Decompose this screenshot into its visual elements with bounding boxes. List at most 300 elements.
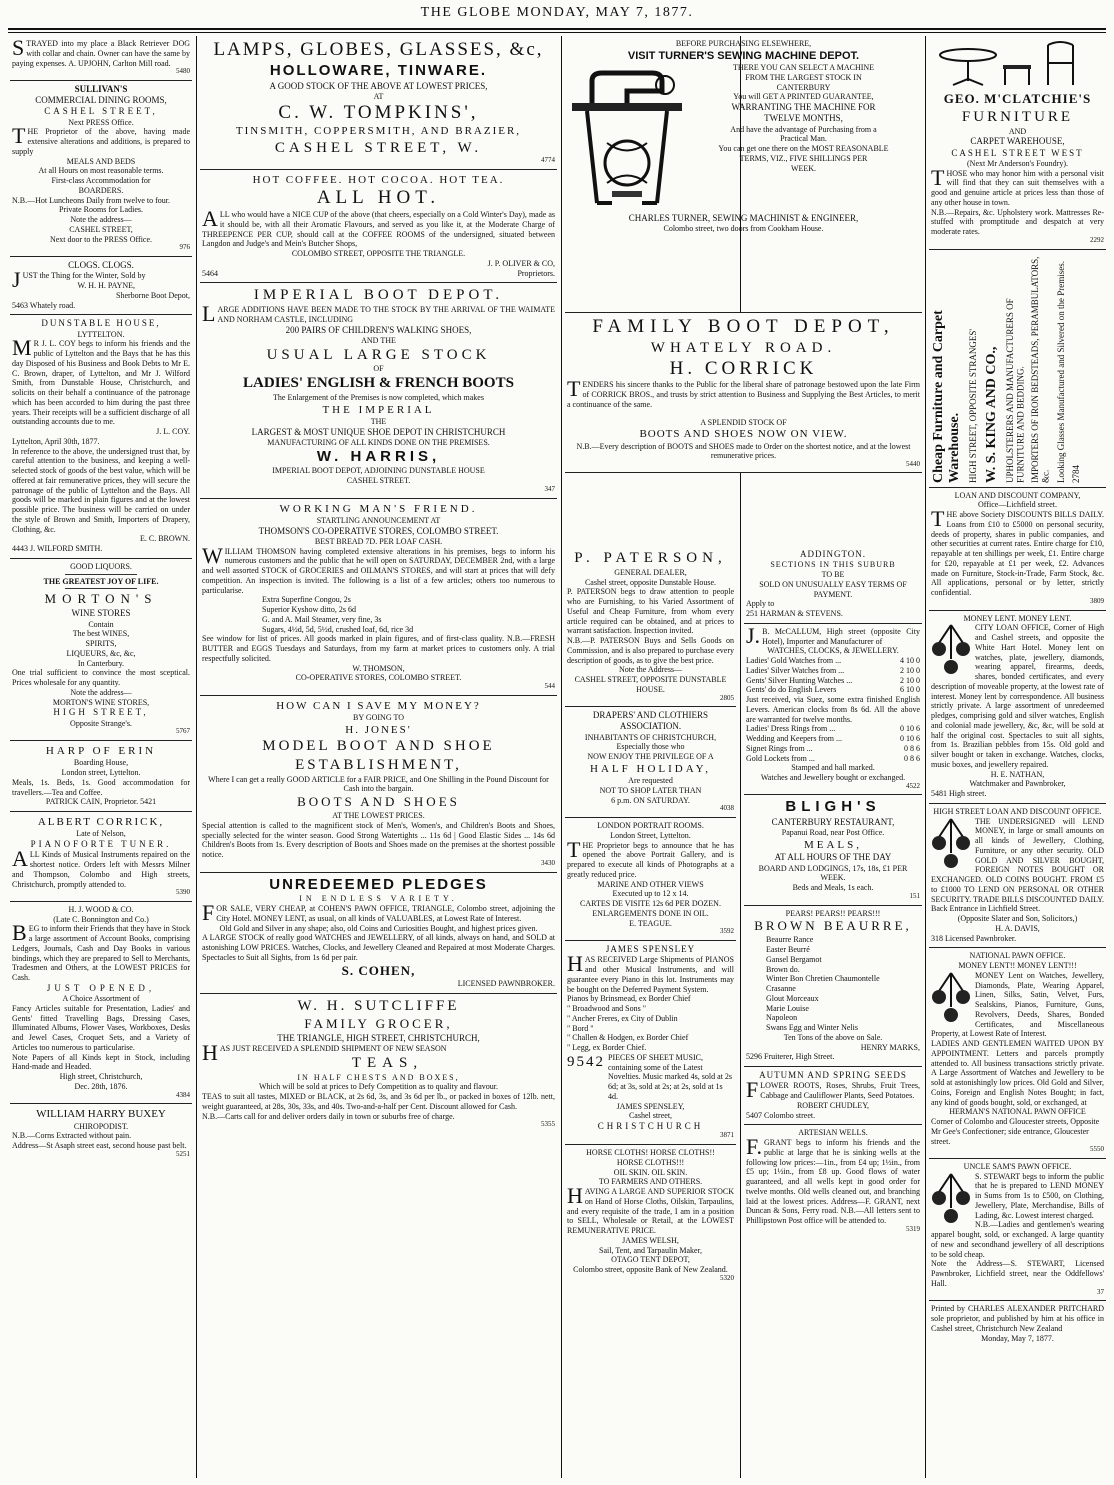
ad-body: WILLIAM THOMSON having completed extensive alterations in his premises, begs to inform his numerous customers and the public that he will open on SATURDAY, DECEMBER 2nd, with a large and well assorted STOCK of GROCERIES and OILMAN'S STORES, and will start at prices that will defy competition. An inspection is invited. The following is a list of a few articles; others too numerous to particularise. [202, 542, 555, 595]
ad-line: 5463 Whately road. [12, 300, 76, 310]
ad-body: HAVING A LARGE AND SUPERIOR STOCK on Hand of Horse Cloths, Oilskin, Tarpaulins, and every requisite of the trade, I am in a position to SELL, Wholesale or Retail, at the LOWEST REMUNERATIVE PRICE. [567, 1183, 734, 1236]
ad-harp-of-erin [10, 741, 192, 812]
price-value: 6 10 0 [900, 685, 920, 695]
ad-body: HAS JUST RECEIVED A SPLENDID SHIPMENT OF NEW SEASON [202, 1040, 447, 1066]
masthead-title: THE GLOBE MONDAY, MAY 7, 1877. [420, 5, 694, 20]
ad-item: " Broadwood and Sons " [567, 1004, 646, 1014]
ad-high-street-loan [929, 804, 1106, 949]
pawnbroker-balls-icon [931, 623, 971, 677]
ad-subtitle: MONEY LENT!! MONEY LENT!!! [958, 961, 1077, 971]
ad-date: Lyttelton, April 30th, 1877. [12, 436, 100, 446]
column-3-lower [565, 546, 736, 1478]
ad-line: STARTLING ANNOUNCEMENT AT [316, 515, 441, 525]
price-row [746, 676, 920, 686]
divider [65, 574, 136, 575]
ad-title: LONDON PORTRAIT ROOMS. [597, 821, 704, 831]
ad-number: 5319 [906, 1224, 920, 1233]
ad-line: 200 PAIRS OF CHILDREN'S WALKING SHOES, [285, 324, 472, 335]
ad-body: INHABITANTS OF CHRISTCHURCH, [584, 732, 717, 742]
ad-line: CARPET WAREHOUSE, [970, 136, 1065, 147]
masthead-rule-thin [8, 32, 1106, 33]
ad-body: N.B.—Every description of BOOTS and SHOES made to Order on the shortest notice, and at the lowest remunerative prices. [576, 441, 911, 461]
ad-line: Especially those who [616, 742, 685, 752]
ad-body: Just received, via Suez, some extra finished English Levers. American clocks from 8s 6d. All the above are warranted for twelve months. [746, 695, 920, 724]
ad-item: Winter Bon Chretien Chaumontelle [766, 974, 880, 984]
ad-line: MODEL BOOT AND SHOE [262, 738, 495, 755]
price-row [746, 724, 920, 734]
ad-body: ALL who would have a NICE CUP of the above (that cheers, especially on a Cold Winter's Day), made as it should be, with all their Aromatic Flavours, and served as you like it, at the Moderate Charge of THREEPENCE PER CUP, should call at the COFFEE ROOMS of the undersigned, situated between Langdon and Judge's and Mein's Butcher Shops, [202, 206, 555, 249]
ad-line: Sherborne Boot Depot, [116, 290, 190, 300]
ad-title: LAMPS, GLOBES, GLASSES, &c, [213, 39, 544, 60]
ad-title: DRAPERS' AND CLOTHIERS ASSOCIATION. [592, 710, 709, 732]
ad-line: MEALS AND BEDS [66, 156, 136, 166]
ad-address: CASHEL STREET, W. [274, 139, 483, 156]
ad-address: Colombo street, two doors from Cookham House. [663, 224, 824, 234]
ad-body: LADIES AND GENTLEMEN WAITED UPON BY APPOINTMENT. Letters and parcels promptly attended to. All business transactions strictly private. A Large Assortment of Watches and Jewellery to be sold at astonishingly low prices. Old Gold and Silver, Coins, Foreign and English Notes Bought; in fact, any kind of goods bought, sold, or exchanged, at [931, 1039, 1104, 1107]
column-divider [740, 36, 741, 1478]
ad-line: LIQUEURS, &c, &c, [66, 648, 136, 658]
ad-line: N.B.—Hot Luncheons Daily from twelve to four. [12, 195, 170, 205]
price-item: Wedding and Keepers from ... [746, 734, 842, 743]
ad-name: H. E. NATHAN, [990, 769, 1045, 779]
ad-line: Apply to [746, 599, 775, 609]
ad-title: MORTON'S [44, 591, 158, 607]
ad-number: 3430 [541, 858, 555, 867]
ad-name: J. P. OLIVER & CO, [487, 258, 555, 268]
ad-item: Easter Beurré [766, 945, 810, 955]
ad-line: CANTERBURY [776, 82, 831, 92]
ad-item: Sugars, 4½d, 5d, 5½d, crushed loaf, 6d, rice 3d [262, 624, 414, 634]
ad-line: AT THE LOWEST PRICES. [332, 811, 425, 821]
imprint [929, 1301, 1106, 1347]
ad-line: 5407 Colombo street. [746, 1110, 816, 1120]
price-row [746, 754, 920, 764]
ad-sutcliffe [200, 994, 557, 1133]
ad-line: A SPLENDID STOCK OF [700, 417, 787, 427]
ad-line: Contain [88, 619, 114, 629]
ad-line: Executed up to 12 x 14. [612, 889, 689, 899]
ad-title: W. H. SUTCLIFFE [297, 998, 460, 1015]
ad-chudley [744, 1067, 922, 1125]
ad-title: ADDINGTON. [799, 549, 867, 559]
ad-line: Ten Tons of the above on Sale. [783, 1032, 883, 1042]
ad-body: BEG to inform their Friends that they have in Stock a large assortment of Account Books, comprising Ledgers, Journals, Cash and Day Books in various bindings, which they are prepared to Sell to Merchants, Tradesmen and Others, at the LOWEST PRICES for Cash. [12, 920, 190, 983]
price-row [746, 685, 920, 695]
ad-line: FROM THE LARGEST STOCK IN [745, 72, 862, 82]
price-value: 0 10 6 [900, 734, 920, 743]
ad-title: FAMILY BOOT DEPOT, [592, 316, 895, 337]
ad-line: IMPORTERS OF IRON BEDSTEADS, PERAMBULATORS, &c. [1030, 256, 1051, 483]
ad-body: LARGE ADDITIONS HAVE BEEN MADE TO THE STOCK BY THE ARRIVAL OF THE WAIMATE AND NORHAM CASTLE, INCLUDING [202, 301, 555, 327]
ad-title: HORSE CLOTHS! HORSE CLOTHS!! [586, 1148, 715, 1158]
ad-horse-cloths [565, 1145, 736, 1286]
ad-name: JAMES SPENSLEY, [616, 1101, 685, 1111]
price-item: Signet Rings from ... [746, 743, 813, 753]
ad-line: Beds and Meals, 1s each. [792, 883, 874, 893]
ad-title: NATIONAL PAWN OFFICE. [969, 951, 1066, 961]
ad-body: HAS RECEIVED Large Shipments of PIANOS and other Musical Instruments, and will guarantee every Piano in this lot. Instruments may be bought on the Deferred Payment System. [567, 951, 734, 994]
ad-body: A LARGE STOCK of really good WATCHES and JEWELLERY, of all kinds, always on hand, and SOLD at astonishing LOW PRICES. Watches, Clocks, and Jewellery Cleaned and Repaired at most Moderate Charges. Spectacles to Suit all Sights, from 1s 6d per pair. [202, 933, 555, 962]
ad-line: TO FARMERS AND OTHERS. [598, 1177, 703, 1187]
ad-signature: 4443 J. WILFORD SMITH. [12, 544, 103, 554]
ad-item: Beaurre Rance [766, 935, 814, 945]
ad-line: Note the address— [70, 687, 132, 697]
ad-address: CASHEL STREET. [346, 476, 411, 486]
ad-title: AUTUMN AND SPRING SEEDS [759, 1070, 907, 1081]
ad-number: 4038 [720, 804, 734, 813]
ad-line: WARRANTING THE MACHINE FOR [731, 102, 876, 113]
price-value: 0 8 6 [904, 753, 920, 763]
ad-line: CASHEL STREET, [44, 106, 158, 117]
ad-body: JUST the Thing for the Winter, Sold by [12, 267, 146, 293]
ad-body: N.B.—Carts call for and deliver orders daily in town or suburbs free of charge. [202, 1111, 455, 1121]
ad-line: MORTON'S WINE STORES, [52, 697, 150, 707]
ad-title: HOW CAN I SAVE MY MONEY? [276, 699, 481, 712]
column-1 [10, 36, 192, 1478]
column-divider [561, 36, 562, 1478]
ad-paterson [565, 546, 736, 707]
ad-title: UNREDEEMED PLEDGES [269, 875, 488, 893]
ad-line: THE TRIANGLE, HIGH STREET, CHRISTCHURCH, [277, 1032, 480, 1043]
column-4 [744, 546, 922, 1478]
price-value: 0 8 6 [904, 743, 920, 753]
ad-item: Superior Kyshow ditto, 2s 6d [262, 605, 356, 615]
ad-footer [202, 269, 555, 279]
ad-role: LICENSED PAWNBROKER. [457, 979, 555, 989]
ad-body: FOR SALE, VERY CHEAP, at COHEN'S PAWN OFFICE, TRIANGLE, Colombo street, adjoining the City Hotel. MONEY LENT, as usual, on all kinds of VALUABLES, at Lowest Rate of Interest. [202, 900, 555, 926]
ad-line: In Canterbury. [77, 658, 125, 668]
ad-addington [744, 546, 922, 624]
ad-number: 5440 [906, 460, 920, 469]
ad-line: Stamped and hall marked. [791, 763, 875, 773]
ad-line: PIANOFORTE TUNER. [30, 839, 172, 850]
ad-number: 5480 [176, 67, 190, 76]
ad-artesian-wells [744, 1125, 922, 1237]
ad-title: IMPERIAL BOOT DEPOT. [253, 287, 504, 304]
ad-line: THERE YOU CAN SELECT A MACHINE [732, 63, 875, 73]
price-row [746, 744, 920, 754]
ad-item: Brown do. [766, 964, 800, 974]
ad-line: 5481 High street. [931, 789, 987, 799]
ad-line: TINSMITH, COPPERSMITH, AND BRAZIER, [235, 125, 522, 138]
price-item: Ladies' Silver Watches from ... [746, 665, 845, 675]
ad-line: OF [373, 364, 384, 374]
ad-title: CLOGS. CLOGS. [68, 260, 134, 271]
price-value: 4 10 0 [900, 656, 920, 665]
ad-line: Watchmaker and Pawnbroker, [969, 779, 1066, 789]
ad-line: OTAGO TENT DEPOT, [611, 1255, 690, 1265]
ad-family-boot-depot [565, 312, 922, 473]
ad-uncle-sams [929, 1159, 1106, 1301]
ad-line: TO BE [821, 570, 845, 579]
ad-body: TEAS to suit all tastes, MIXED or BLACK, at 2s 6d, 3s, and 3s 6d per lb., or packed in boxes of 12lb. nett, weight guaranteed, at 28s, 30s, 33s, and 40s. Two-and-a-half per Cent. Discount allowed for Cash. [202, 1092, 555, 1111]
ad-line: SPIRITS, [85, 639, 117, 649]
ad-subtitle: FURNITURE [961, 108, 1074, 125]
ad-line: (Late C. Bonnington and Co.) [53, 914, 149, 924]
column-2 [200, 36, 557, 1478]
ad-line: Note the address— [70, 215, 132, 225]
ad-number: 5251 [176, 1149, 190, 1158]
ad-line: HIGH STREET, [53, 707, 149, 718]
ad-line: CHIROPODIST. [73, 1121, 129, 1131]
ad-body: Special attention is called to the magnificent stock of Men's, Women's, and Children's Boots and Shoes, specially selected for the winter season. Good Strong Watertights ... 11s 6d | Good Elastic Sides ... 14s 6d Children's Boots from 1s. Every description of Boots and Shoes made on the premises at the shortest possible notice. [202, 820, 555, 860]
ad-line: LADIES' ENGLISH & FRENCH BOOTS [243, 375, 514, 392]
ad-name: JAMES WELSH, [622, 1235, 679, 1245]
column-divider [196, 36, 197, 1478]
ad-body: Meals, 1s. Beds, 1s. Good accommodation for travellers.—Tea and Coffee. [12, 777, 190, 797]
ad-line: AND [1008, 126, 1027, 136]
ad-line: USUAL LARGE STOCK [266, 346, 491, 363]
ad-body: Where I can get a really GOOD ARTICLE for a FAIR PRICE, and One Shilling in the Pound Discount for Cash into the bargain. [208, 774, 549, 794]
ad-name: E. TEAGUE. [629, 918, 672, 928]
ad-number: 2292 [1090, 235, 1104, 244]
ad-item: Napoleon [766, 1013, 798, 1023]
ad-body: A GOOD STOCK OF THE ABOVE AT LOWEST PRICES, [269, 80, 488, 91]
ad-line: At all Hours on most reasonable terms. [38, 166, 164, 176]
ad-line: 251 HARMAN & STEVENS. [746, 609, 843, 618]
ad-line: CANTERBURY RESTAURANT, [771, 817, 895, 828]
ad-number: 3592 [720, 927, 734, 936]
ad-line: JUST OPENED, [46, 982, 156, 993]
ad-address: CO-OPERATIVE STORES, COLOMBO STREET. [295, 673, 462, 683]
ad-line: THE IMPERIAL [322, 403, 435, 416]
ad-line: COMMERCIAL DINING ROOMS, [35, 95, 167, 106]
ad-line: The best WINES, [72, 629, 130, 639]
ad-line: BOARD AND LODGINGS, 17s, 18s, £1 PER WEEK. [758, 863, 908, 883]
ad-body: N.B.—Repairs, &c. Upholstery work. Mattresses Re-stuffed with promptitude and despatch at very moderate rates. [931, 207, 1104, 237]
ad-line: HERMAN'S NATIONAL PAWN OFFICE [949, 1107, 1086, 1117]
ad-subtitle: FAMILY GROCER, [304, 1015, 453, 1031]
ad-body: THE Proprietor of the above, having made extensive alterations and additions, is prepared to supply [12, 123, 190, 156]
ad-title: BROWN BEAURRE, [754, 918, 912, 934]
ad-item: " Legg, ex Border Chief. [567, 1043, 647, 1053]
ad-body: S. STEWART begs to inform the public that he is prepared to LEND MONEY in Sums from 1s to £500, on Clothing, Jewellery, Plate, Merchandise, Bills of Lading, &c. Lowest interest charged. [975, 1171, 1104, 1220]
ad-line: OIL SKIN. OIL SKIN. [613, 1167, 688, 1177]
ad-name: W. HARRIS, [316, 447, 441, 465]
ad-line: THE [370, 416, 387, 426]
ad-title: HARP OF ERIN [45, 744, 157, 757]
ad-line: Next PRESS Office. [68, 117, 134, 127]
ad-signature: E. C. BROWN. [140, 534, 190, 544]
ad-number: 2805 [720, 693, 734, 702]
ad-title: BLIGH'S [785, 798, 881, 816]
ad-number: 5464 [202, 268, 218, 278]
ad-item: G. and A. Mail Steamer, very fine, 3s [262, 614, 382, 624]
ad-body: THE above Society DISCOUNTS BILLS DAILY. Loans from £10 to £5000 on personal security, deeds of property, shares in public companies, and other securities at current rates. Entire charge for £10, repayable at ten shillings per week, £1. Entire charge for £20, repayable at £1 per week, £2. Advances made on Furniture, Stock-in-Trade, Farm Stock, &c. All applications, personal or by letter, strictly confidential. [931, 506, 1104, 598]
ad-title: WORKING MAN'S FRIEND. [279, 502, 478, 515]
price-item: Ladies' Dress Rings from ... [746, 724, 836, 734]
ad-name: H. A. DAVIS, [995, 923, 1040, 933]
ad-line: Late of Nelson, [76, 829, 126, 839]
ad-dunstable-house [10, 315, 192, 559]
ad-title: ARTESIAN WELLS. [798, 1128, 868, 1138]
ad-item: " Ancher Freres, ex City of Dublin [567, 1013, 678, 1023]
ad-city-loan-office [929, 611, 1106, 804]
ad-title: HOT COFFEE. HOT COCOA. HOT TEA. [252, 174, 505, 187]
ad-address: COLOMBO STREET, OPPOSITE THE TRIANGLE. [291, 249, 466, 259]
ad-line: BY GOING TO [353, 713, 404, 723]
ad-line: LARGEST & MOST UNIQUE SHOE DEPOT IN CHRISTCHURCH [251, 426, 506, 437]
ad-body: Old Gold and Silver in any shape; also, old Coins and Curiosities Bought, and highest prices given. [219, 923, 538, 933]
ad-title: DUNSTABLE HOUSE, [41, 318, 161, 329]
ad-title: ALBERT CORRICK, [37, 816, 165, 828]
ad-number: 976 [179, 243, 190, 252]
ad-wood-and-co [10, 902, 192, 1104]
ad-title: H. J. WOOD & CO. [68, 904, 134, 914]
ad-mccallum [744, 624, 922, 796]
ad-line: 6 p.m. ON SATURDAY. [611, 795, 690, 805]
ad-title: HIGH STREET LOAN AND DISCOUNT OFFICE. [933, 806, 1102, 816]
ad-number: 37 [1097, 1287, 1104, 1296]
ad-strayed [10, 36, 192, 81]
imprint-text: Printed by CHARLES ALEXANDER PRITCHARD sole proprietor, and published by him at his office in Cashel street, Christchurch New Zealand [931, 1304, 1104, 1333]
ad-body: Note the Address—S. STEWART, Licensed Pawnbroker, Lichfield street, near the Oddfellows' Hall. [931, 1259, 1104, 1288]
ad-line: H. JONES' [345, 723, 412, 736]
ad-body: One trial sufficient to convince the most sceptical. Prices wholesale for any quantity. [12, 668, 190, 688]
ad-line: BOARDERS. [78, 185, 124, 195]
ad-name: ROBERT CHUDLEY, [796, 1100, 870, 1110]
ad-body: P. PATERSON begs to draw attention to people who are Furnishing, to his Varied Assortment of Useful and Cheap Furniture, from whom every article required can be obtained, and at prices to warrant satisfaction. Inspection invited. [567, 587, 734, 636]
ad-line: MEALS, [803, 839, 863, 852]
ad-line: AT [373, 91, 384, 101]
pawnbroker-balls-icon [931, 971, 971, 1025]
ad-line: London street, Lyttelton. [61, 768, 141, 777]
ad-body: N.B.—Corns Extracted without pain. [12, 1131, 132, 1141]
ad-signature: J. L. COY. [156, 427, 190, 437]
ad-title: JAMES SPENSLEY [605, 944, 696, 955]
ad-name: W. THOMSON, [352, 663, 405, 673]
ad-title: P. PATERSON, [574, 550, 727, 566]
ad-line: (Opposite Slater and Son, Solicitors,) [957, 914, 1078, 924]
ad-line: SOLD ON UNUSUALLY EASY TERMS OF PAYMENT. [759, 579, 907, 599]
ad-turners-sewing-machines [565, 36, 922, 238]
ad-item: Gansel Bergamot [766, 954, 822, 964]
ad-name: C. W. TOMPKINS', [278, 101, 479, 123]
ad-albert-corrick [10, 812, 192, 902]
ad-body: Note Papers of all Kinds kept in Stock, including Hand-made and Headed. [12, 1052, 190, 1072]
ad-line: LYTTELTON. [77, 329, 125, 339]
ad-name: S. COHEN, [341, 962, 416, 978]
ad-body: MR J. L. COY begs to inform his friends and the public of Lyttelton and the Bays that he has this day Disposed of his Business and Book Debts to Mr E. C. Brown, draper, of Lyttelton, and Mr J. Wilford Smith, from Dunstable House, Christchurch, and solicits on their behalf a continuance of the patronage which has been accorded to him during the past three years. Their receipts will be a sufficient discharge of all outstanding accounts due to me. [12, 335, 190, 427]
masthead [0, 0, 1114, 26]
ad-title: WATCHES, CLOCKS, & JEWELLERY. [767, 646, 899, 656]
ad-line: Sail, Tent, and Tarpaulin Maker, [599, 1245, 702, 1255]
ad-line: BOOTS AND SHOES [297, 794, 460, 810]
ad-tompkins [200, 36, 557, 170]
ad-line: MANUFACTURING OF ALL KINDS DONE ON THE PREMISES. [267, 437, 490, 447]
ad-line: UPHOLSTERERS AND MANUFACTURERS OF FURNITURE AND BEDDING. [1004, 297, 1025, 483]
ad-line: Boarding House, [73, 758, 129, 768]
ad-drapers-association [565, 707, 736, 818]
ad-body: J.B. McCALLUM, High street (opposite City Hotel), Importer and Manufacturer of [746, 622, 920, 648]
ad-line: IN ENDLESS VARIETY. [299, 894, 458, 904]
ad-title: Cheap Furniture and Carpet Warehouse. [931, 309, 963, 483]
ad-name: W. S. KING AND CO., [983, 346, 999, 483]
ad-body: N.B.—P. PATERSON Buys and Sells Goods on Commission, and is also prepared to purchase every description of goods, as to give the best price. [567, 636, 734, 665]
ad-number: 5550 [1090, 1145, 1104, 1154]
ad-line: A Choice Assortment of [62, 994, 140, 1004]
ad-line: CASHEL STREET, OPPOSITE DUNSTABLE HOUSE. [574, 675, 727, 694]
ad-body: THOSE who may honor him with a personal visit will find that they can suit themselves with a good and genuine article at prices less than those of any other house in town. [931, 164, 1104, 207]
ad-line: NOT TO SHOP LATER THAN [599, 785, 702, 795]
ad-cohen [200, 873, 557, 995]
ad-line: CARTES DE VISITE 12s 6d PER DOZEN. [580, 899, 721, 909]
ad-number: 5320 [720, 1273, 734, 1282]
ad-mclatchie [929, 36, 1106, 250]
ad-body: In reference to the above, the undersigned trust that, by careful attention to the business, and keeping a well-selected stock of goods of the best value, which will be offered at fair remunerative prices, they will secure the patronage of the public of Lyttelton and the Bays. All goods will be marked in plain figures and at the lowest possible price. The business will be carried on under the style of Brown and Smith, Importers of Drapery, Clothing, &c. [12, 446, 190, 534]
ad-line: Papanui Road, near Post Office. [781, 828, 885, 838]
ad-role: Proprietors. [517, 268, 555, 278]
sewing-machine-icon [567, 63, 687, 213]
ad-line: GOOD LIQUORS. [70, 561, 132, 571]
imprint-date: Monday, May 7, 1877. [981, 1333, 1054, 1343]
ad-line: ESTABLISHMENT, [295, 756, 462, 773]
ad-line: Office—Lichfield street. [978, 500, 1057, 510]
ad-line: THOMSON'S CO-OPERATIVE STORES, COLOMBO STREET. [258, 525, 499, 536]
ad-number: 347 [544, 484, 555, 493]
ad-subtitle: HORSE CLOTHS!!! [616, 1157, 685, 1167]
ad-number: 151 [909, 891, 920, 900]
ad-name: H. CORRICK [669, 357, 818, 379]
pawnbroker-balls-icon [931, 817, 971, 871]
ad-number: 3871 [720, 1131, 734, 1140]
ad-line: IN HALF CHESTS AND BOXES, [297, 1072, 460, 1082]
ad-title: LOAN AND DISCOUNT COMPANY, [954, 490, 1081, 500]
price-row [746, 666, 920, 676]
ad-title: VISIT TURNER'S SEWING MACHINE DEPOT. [627, 49, 860, 62]
furniture-icon [931, 39, 1104, 91]
ad-body-wrap [567, 63, 920, 213]
ad-line: Corner of Colombo and Gloucester streets, Opposite Mr Gee's Confectioner; side entrance, Gloucester street. [931, 1117, 1100, 1146]
ad-number: 544 [544, 682, 555, 691]
ad-item: " Challen & Hodgen, ex Border Chief [567, 1033, 689, 1043]
ad-body: THE UNDERSIGNED will LEND MONEY, in large or small amounts on all kinds of Jewellery, Clothing, Furniture, or any other security. OLD GOLD AND SILVER BOUGHT, FOREIGN NOTES BOUGHT OR EXCHANGED. OLD COINS BOUGHT. FROM £5 to £1000 TO LEND ON PERSONAL OR OTHER SECURITY. TRADE BILLS DISCOUNTED DAILY. Back Entrance in Lichfield Street. [931, 816, 1104, 914]
ad-item: Glout Morceaux [766, 993, 819, 1003]
ad-number: 5767 [176, 727, 190, 736]
ad-line: 318 Licensed Pawnbroker. [931, 933, 1017, 943]
ad-line: PATRICK CAIN, Proprietor. 5421 [45, 797, 157, 807]
ad-line: Address—St Asaph street east, second house past belt. [12, 1141, 187, 1151]
ad-spensley [565, 941, 736, 1145]
ad-buxey [10, 1104, 192, 1162]
ad-item: Marie Louise [766, 1003, 809, 1013]
ad-imperial-boot-depot [200, 283, 557, 498]
ad-working-mans-friend [200, 499, 557, 696]
ad-h-jones [200, 696, 557, 873]
price-row [746, 734, 920, 744]
ad-address: IMPERIAL BOOT DEPOT, ADJOINING DUNSTABLE HOUSE [272, 466, 485, 476]
ad-item: " Bord " [567, 1023, 594, 1033]
ad-number: 4384 [176, 1090, 190, 1099]
ad-line: ENLARGEMENTS DONE IN OIL. [592, 908, 709, 918]
ad-line: BEST BREAD 7D. PER LOAF CASH. [314, 536, 443, 546]
ad-line: TERMS, VIZ., FIVE SHILLINGS PER [739, 153, 868, 163]
ad-all-hot [200, 170, 557, 283]
ad-line: Watches and Jewellery bought or exchanged. [760, 773, 906, 782]
price-item: Gents' do do English Levers [746, 685, 837, 695]
ad-line: Looking Glasses Manufactured and Silvered on the Premises. [1056, 260, 1066, 483]
ad-line: AT ALL HOURS OF THE DAY [774, 852, 892, 863]
ad-line: NOW ENJOY THE PRIVILEGE OF A [587, 752, 714, 762]
ad-line: 5296 Fruiterer, High Street. [746, 1052, 835, 1062]
ad-body: F.GRANT begs to inform his friends and the public at large that he is sinking wells at the following low prices:—1in., from £4 up; 1½in., from £5 up; 1½in., from £8 up. Good flows of water guaranteed, and all wells kept in good order for twelve months. Old wells cleaned out, and branching laid at the lowest prices. Address—F. GRANT, next Duncan & Sons, Ferry road. N.B.—All letters sent to Phillipstown Post office will be attended to. [746, 1134, 920, 1226]
ad-body-wrap [567, 1053, 734, 1102]
ad-line: AND THE [361, 335, 396, 345]
ad-body: FLOWER ROOTS, Roses, Shrubs, Fruit Trees, Cabbage and Cauliflower Plants, Seed Potatoes. [746, 1077, 920, 1103]
ad-line: Practical Man. [780, 134, 827, 144]
ad-line: Next door to the PRESS Office. [49, 234, 153, 244]
ad-body: N.B.—Ladies and gentlemen's wearing apparel bought, sold, or exchanged. A large quantity of new and secondhand jewellery of all descriptions to be sold cheap. [931, 1220, 1104, 1259]
